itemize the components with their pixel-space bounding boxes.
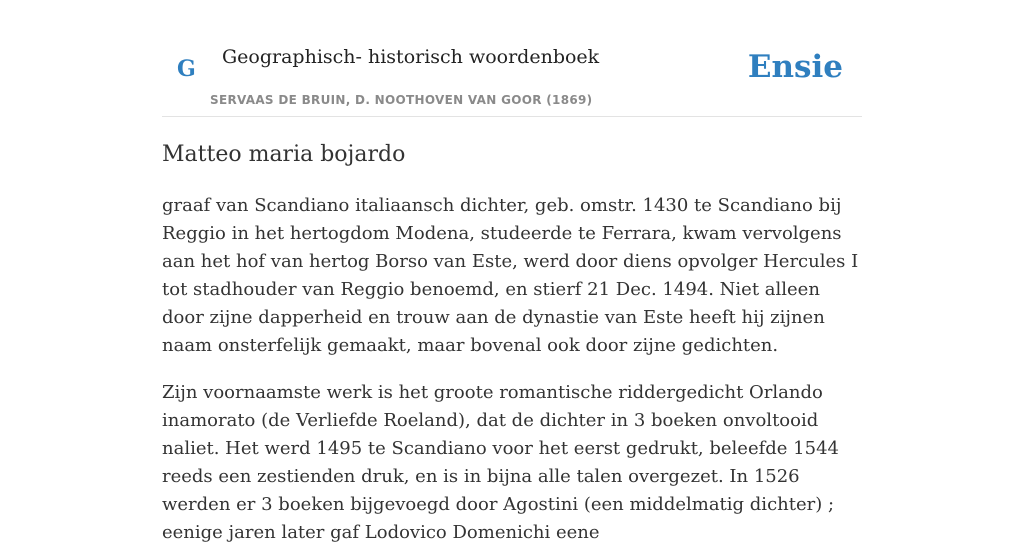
book-title-link[interactable]: Geographisch- historisch woordenboek <box>222 46 600 68</box>
book-header <box>162 0 862 117</box>
article-paragraph-2: Zijn voornaamste werk is het groote romantische riddergedicht Orlando inamorato (de Verliefde Roeland), dat de dichter in 3 boeken onvoltooid naliet. Het werd 1495 te Scandiano voor het eerst gedrukt, beleefde 1544 reeds een zestienden druk, en is in bijna alle talen overgezet. In 1526 werden er 3 boeken bijgevoegd door Agostini (een middelmatig dichter) ; eenige jaren later gaf Lodovico Domenichi eene <box>162 382 839 543</box>
article-paragraph-1: graaf van Scandiano italiaansch dichter, geb. omstr. 1430 te Scandiano bij Reggio in het hertogdom Modena, studeerde te Ferrara, kwam vervolgens aan het hof van hertog Borso van Este, werd door diens opvolger Hercules I tot stadhouder van Reggio benoemd, en stierf 21 Dec. 1494. Niet alleen door zijne dapperheid en trouw aan de dynastie van Este heeft hij zijnen naam onsterfelijk gemaakt, maar bovenal ook door zijne gedichten. <box>162 195 859 356</box>
book-author-meta: SERVAAS DE BRUIN, D. NOOTHOVEN VAN GOOR (1869) <box>210 93 593 107</box>
ensie-logo-link[interactable]: Ensie <box>747 49 843 85</box>
article-title: Matteo maria bojardo <box>162 142 406 167</box>
book-logo-letter[interactable]: G <box>177 56 196 82</box>
article-content <box>162 138 862 547</box>
